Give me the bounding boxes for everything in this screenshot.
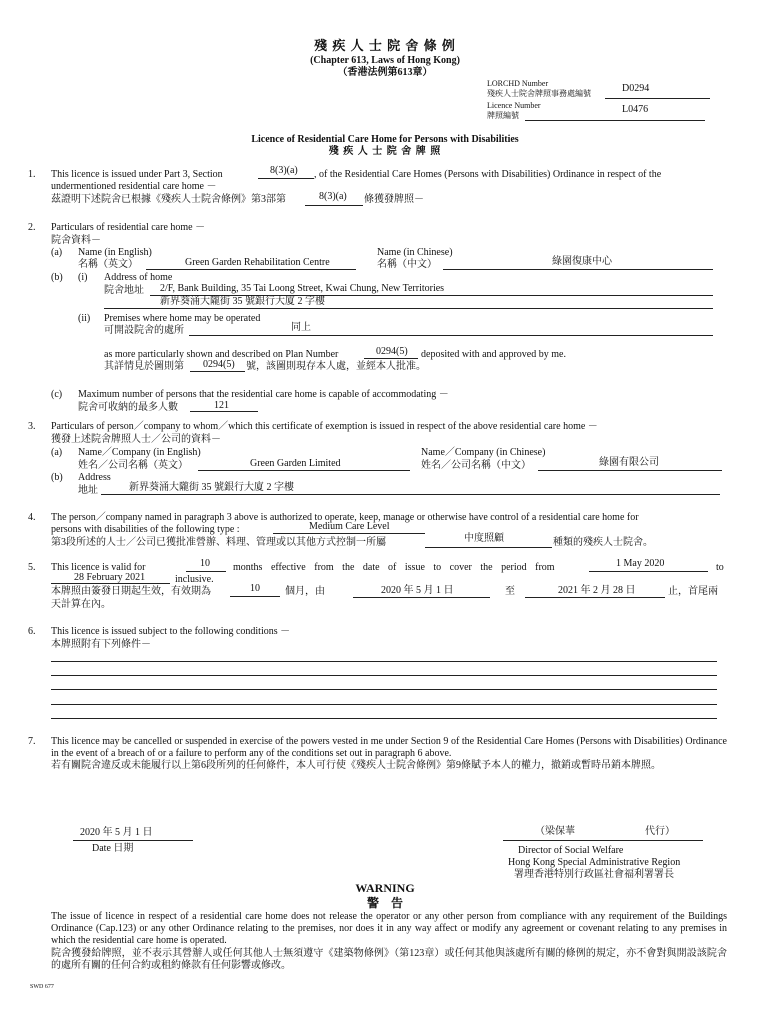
s5-text-a: This licence is valid for [51, 562, 146, 573]
home-name-en-label-zh: 名稱（英文） [78, 259, 138, 270]
s4-text-zh-a: 第3段所述的人士／公司已獲批准營辦、料理、管理或以其他方式控制一所屬 [51, 537, 386, 548]
s1-text-zh-b: 條獲發牌照－ [364, 194, 424, 205]
max-persons-value: 121 [214, 400, 229, 411]
operator-name-en-label-zh: 姓名／公司名稱（英文） [78, 460, 188, 471]
s7-number: 7. [28, 736, 36, 747]
s1-section: 8(3)(a) [270, 165, 298, 176]
home-name-en: Green Garden Rehabilitation Centre [185, 257, 330, 268]
premises-label-zh: 可開設院舍的處所 [104, 325, 184, 336]
home-name-en-label: Name (in English) [78, 247, 152, 258]
s2-ii-label: (ii) [78, 313, 91, 324]
operator-address-label-zh: 地址 [78, 485, 98, 496]
care-type-en: Medium Care Level [309, 521, 390, 532]
operator-name-zh-label: Name／Company (in Chinese) [421, 447, 546, 458]
s2-number: 2. [28, 222, 36, 233]
premises-value: 同上 [291, 322, 311, 333]
s1-text-a: This licence is issued under Part 3, Section [51, 169, 223, 180]
s1-number: 1. [28, 169, 36, 180]
plan-number: 0294(5) [376, 346, 408, 357]
s5-text-zh-e: 天計算在內。 [51, 599, 111, 610]
valid-from-zh: 2020 年 5 月 1 日 [381, 585, 454, 596]
s3-title-en: Particulars of person／company to whom／which this certificate of exemption is issued in respect of the above residential care home － [51, 421, 598, 432]
director-region-en: Hong Kong Special Administrative Region [508, 857, 681, 868]
s4-text-b: persons with disabilities of the following type : [51, 524, 240, 535]
licence-title-zh: 殘 疾 人 士 院 舍 牌 照 [328, 146, 442, 157]
plan-number-zh: 0294(5) [203, 359, 235, 370]
home-name-zh-label: Name (in Chinese) [377, 247, 453, 258]
s1-section-zh: 8(3)(a) [319, 191, 347, 202]
operator-name-en: Green Garden Limited [250, 458, 341, 469]
chapter-en: (Chapter 613, Laws of Hong Kong) [310, 55, 460, 66]
s4-text-a: The person／company named in paragraph 3 above is authorized to operate, keep, manage or otherwise have control of a residential care home for [51, 512, 639, 523]
licence-label-zh: 牌照編號 [487, 111, 519, 120]
s5-to-word: to [716, 562, 724, 573]
operator-address: 新界葵涌大隴街 35 號銀行大廈 2 字樓 [129, 482, 294, 493]
signatory-acting: 代行） [645, 826, 675, 837]
valid-to: 28 February 2021 [74, 572, 146, 583]
s1-text-b: , of the Residential Care Homes (Persons with Disabilities) Ordinance in respect of the [314, 169, 662, 180]
s2-title-en: Particulars of residential care home － [51, 222, 206, 233]
s5-text-b: months effective from the date of issue to cover the period from [233, 562, 555, 573]
date-label: Date 日期 [92, 843, 134, 854]
s2-c-label: (c) [51, 389, 63, 400]
signatory-name: （梁保華 [535, 826, 575, 837]
s2-a-label: (a) [51, 247, 63, 258]
s6-number: 6. [28, 626, 36, 637]
s2-b-label: (b) [51, 272, 63, 283]
max-persons-en: Maximum number of persons that the residential care home is capable of accommodating － [78, 389, 449, 400]
s7-text-en: This licence may be cancelled or suspended in exercise of the powers vested in me under Section 9 of the Residential Care Homes (Persons with Disabilities) Ordinance in the event of a breach of or a failure to perform any of the conditions set out in paragraph 6 above. [51, 736, 727, 759]
s4-text-zh-b: 種類的殘疾人士院舍。 [553, 537, 653, 548]
chapter-zh: （香港法例第613章） [337, 67, 433, 78]
operator-name-zh: 綠園有限公司 [599, 457, 659, 468]
s5-text-zh-d: 止，首尾兩 [668, 586, 718, 597]
licence-label-en: Licence Number [487, 101, 541, 110]
form-code: SWD 677 [30, 984, 54, 990]
s7-text-zh: 若有關院舍違反或未能履行以上第6段所列的任何條件，本人可行使《殘疾人士院舍條例》第9條賦予本人的權力，撤銷或暫時吊銷本牌照。 [51, 760, 661, 771]
director-title-zh: 署理香港特別行政區社會福利署署長 [514, 869, 674, 880]
warning-title-zh: 警 告 [366, 896, 403, 910]
premises-label-en: Premises where home may be operated [104, 313, 261, 324]
operator-address-label-en: Address [78, 472, 111, 483]
s5-text-zh-a: 本牌照由簽發日期起生效，有效期為 [51, 586, 211, 597]
home-name-zh-label-zh: 名稱（中文） [377, 259, 437, 270]
valid-months-zh: 10 [250, 583, 260, 594]
s6-text-zh: 本牌照附有下列條件－ [51, 639, 151, 650]
s5-number: 5. [28, 562, 36, 573]
s2-i-label: (i) [78, 272, 88, 283]
home-address-en: 2/F, Bank Building, 35 Tai Loong Street, Kwai Chung, New Territories [160, 283, 445, 294]
home-address-label-zh: 院舍地址 [104, 285, 144, 296]
lorchd-label-zh: 殘疾人士院舍牌照事務處編號 [487, 89, 591, 98]
warning-text-zh: 院舍獲發給牌照，並不表示其營辦人或任何其他人士無須遵守《建築物條例》（第123章）或任何其他與該處所有關的條例的規定，亦不會對與開設該院舍的處所有關的任何合約或租約條款有任何影響或修改。 [51, 948, 727, 971]
s5-text-zh-b: 個月，由 [285, 586, 325, 597]
plan-text-zh-b: 號，該圖則現存本人處，並經本人批准。 [246, 361, 426, 372]
lorchd-label-en: LORCHD Number [487, 79, 549, 88]
operator-name-en-label: Name／Company (in English) [78, 447, 201, 458]
plan-text-zh-a: 其詳情見於圖則第 [104, 361, 184, 372]
warning-title-en: WARNING [355, 881, 415, 895]
care-type-zh: 中度照顧 [464, 533, 504, 544]
plan-text-en-a: as more particularly shown and described on Plan Number [104, 349, 339, 360]
s3-title-zh: 獲發上述院舍牌照人士／公司的資料－ [51, 434, 221, 445]
operator-name-zh-label-zh: 姓名／公司名稱（中文） [421, 460, 531, 471]
home-address-zh: 新界葵涌大隴街 35 號銀行大廈 2 字樓 [160, 296, 325, 307]
ordinance-title-zh: 殘 疾 人 士 院 舍 條 例 [314, 38, 456, 53]
plan-text-en-b: deposited with and approved by me. [421, 349, 566, 360]
s6-text-en: This licence is issued subject to the following conditions － [51, 626, 291, 637]
home-address-label-en: Address of home [104, 272, 173, 283]
s5-inclusive: inclusive. [175, 574, 214, 585]
valid-from: 1 May 2020 [616, 558, 665, 569]
valid-to-zh: 2021 年 2 月 28 日 [558, 585, 636, 596]
s1-text-c: undermentioned residential care home － [51, 181, 217, 192]
max-persons-zh: 院舍可收納的最多人數 [78, 402, 178, 413]
s4-number: 4. [28, 512, 36, 523]
s3-b-label: (b) [51, 472, 63, 483]
valid-months: 10 [200, 558, 210, 569]
s1-text-zh-a: 茲證明下述院舍已根據《殘疾人士院舍條例》第3部第 [51, 194, 286, 205]
s5-text-zh-c: 至 [505, 586, 515, 597]
licence-title-en: Licence of Residential Care Home for Persons with Disabilities [251, 134, 519, 145]
warning-text-en: The issue of licence in respect of a residential care home does not release the operator or any other person from compliance with any requirement of the Buildings Ordinance (Cap.123) or any other Ordinance relating to the premises, nor does it in any way affect or modify any agreement or covenant relating to any premises in which the residential care home is operated. [51, 911, 727, 946]
director-title-en: Director of Social Welfare [518, 845, 624, 856]
s3-a-label: (a) [51, 447, 63, 458]
home-name-zh: 綠園復康中心 [552, 256, 612, 267]
issue-date: 2020 年 5 月 1 日 [80, 827, 153, 838]
s2-title-zh: 院舍資料－ [51, 235, 101, 246]
licence-number: L0476 [622, 104, 649, 115]
s3-number: 3. [28, 421, 36, 432]
lorchd-number: D0294 [622, 83, 650, 94]
